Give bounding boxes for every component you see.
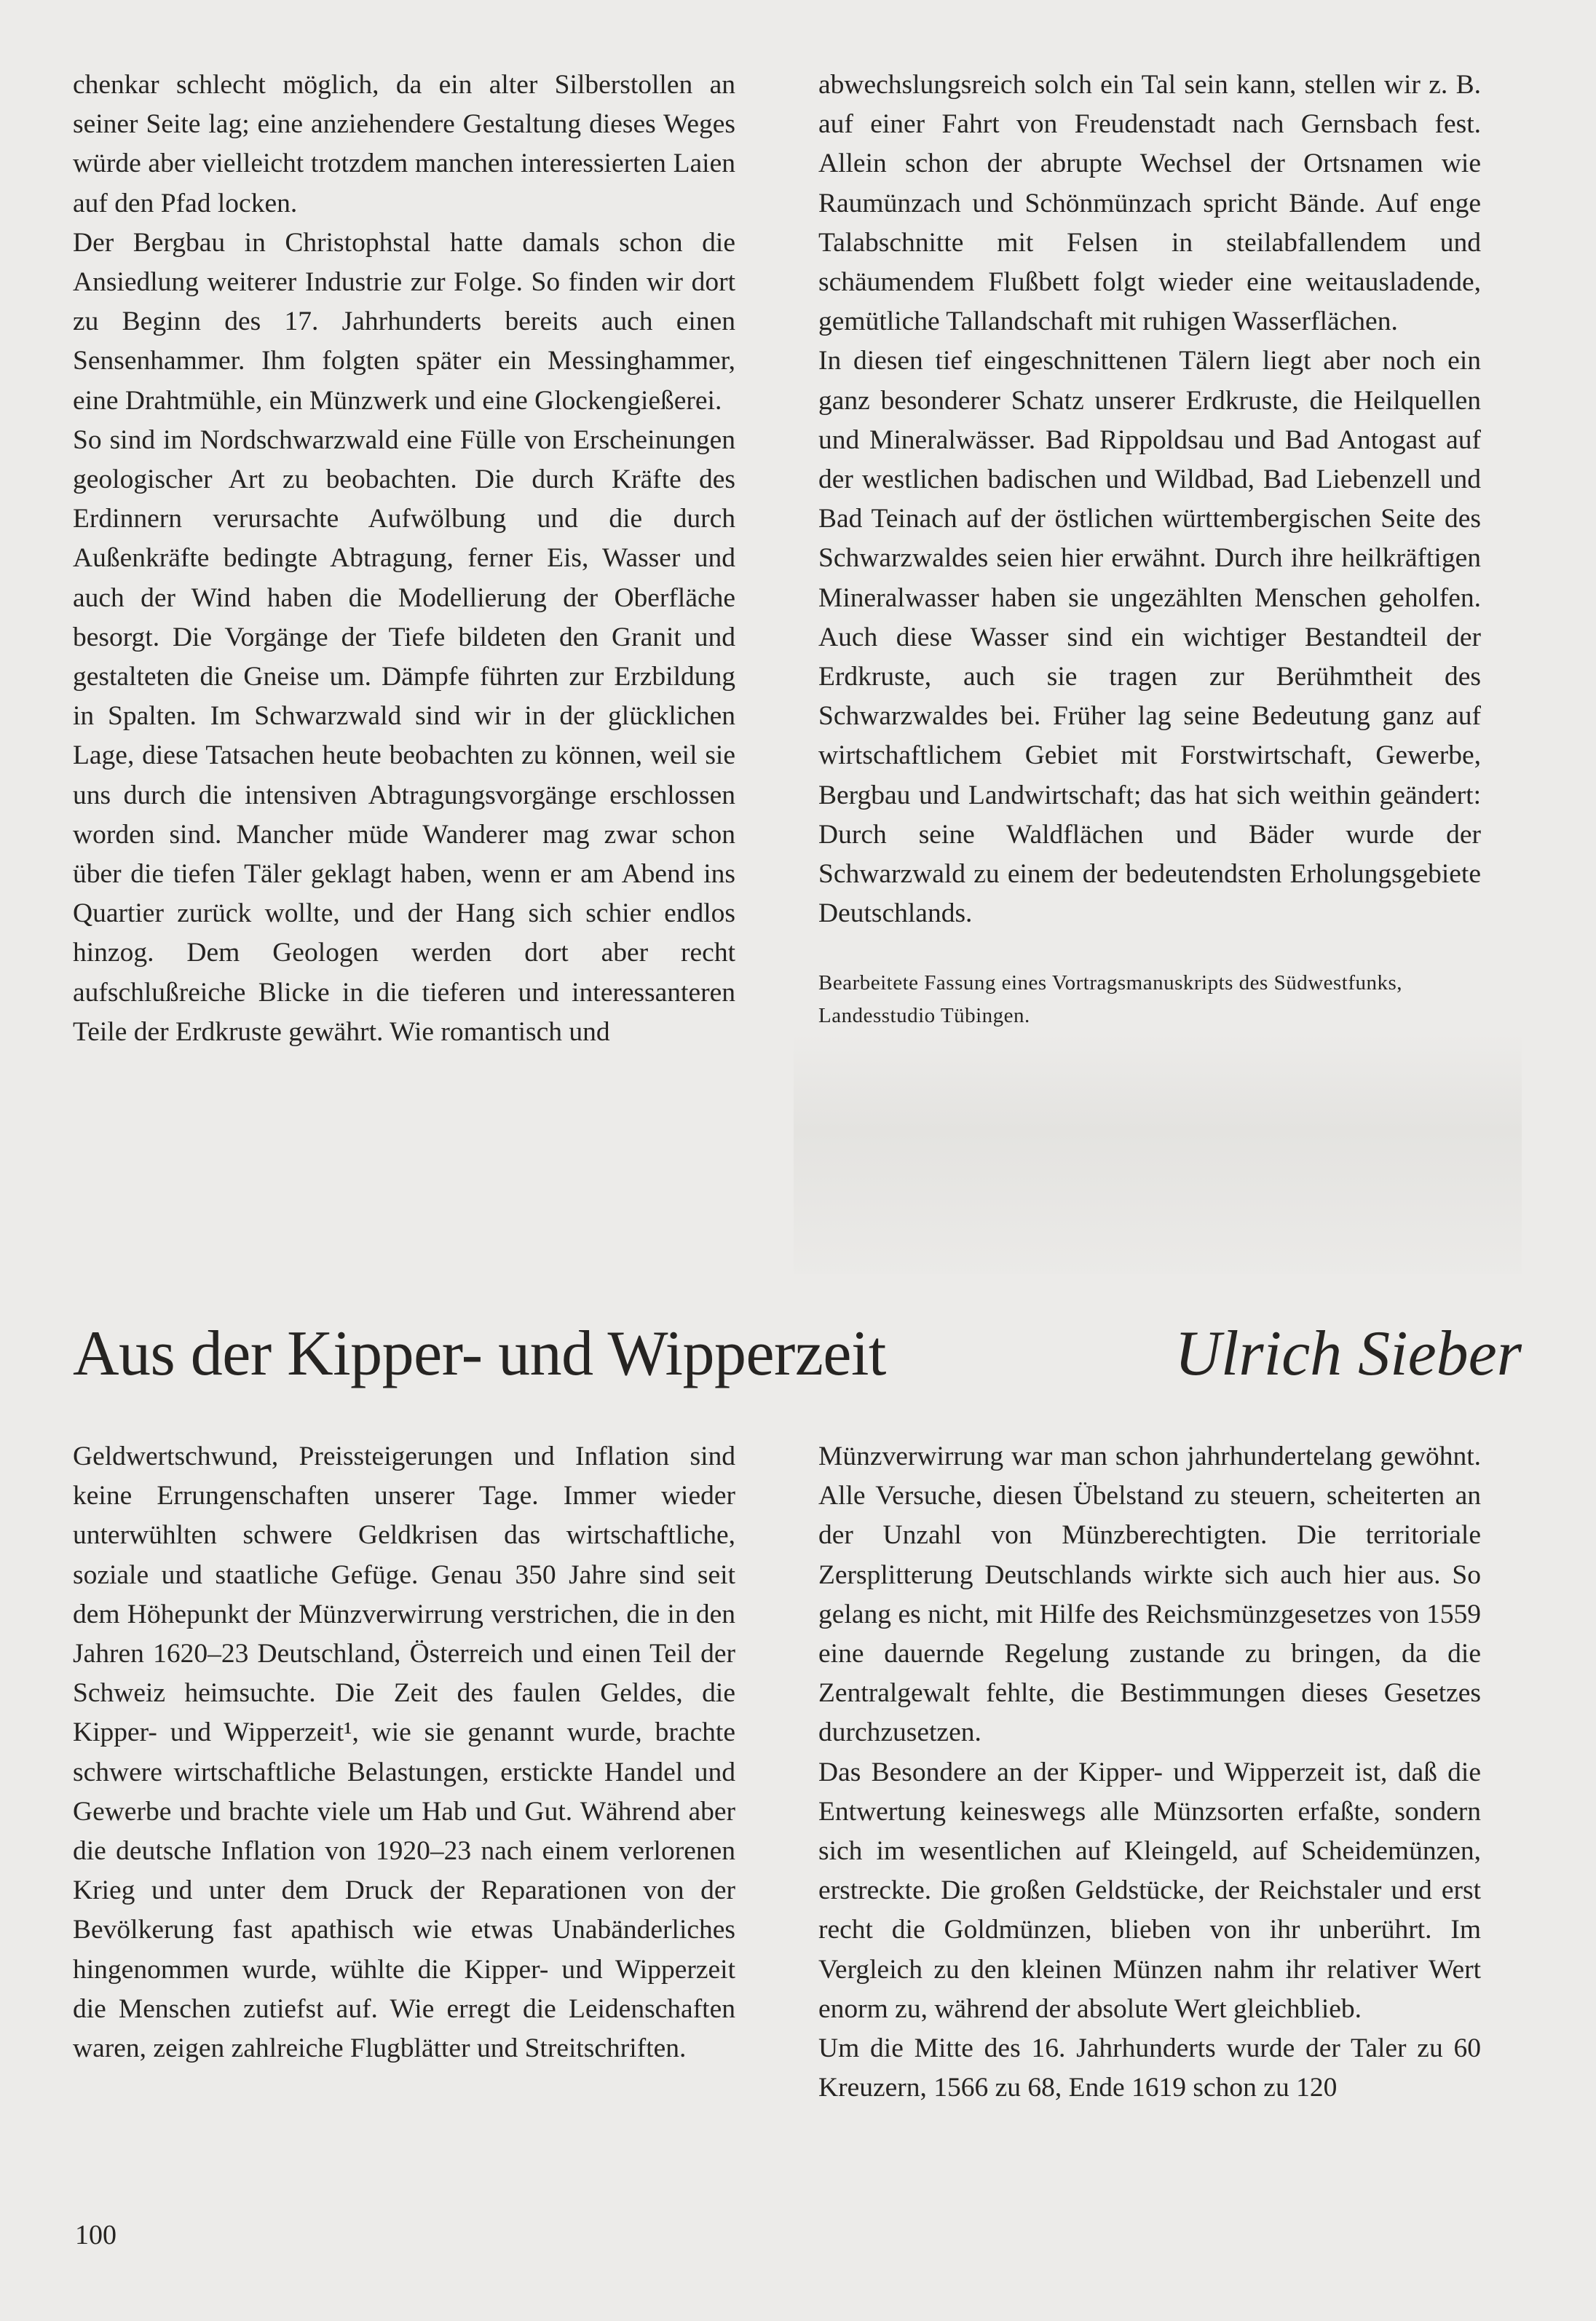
article-right-column — [818, 1437, 1481, 2108]
paragraph: Geldwertschwund, Preissteigerungen und Inflation sind keine Errungenschaften unserer Tage. Immer wieder unterwühlten schwere Geldkrisen das wirtschaftliche, soziale und staatliche Gefüge. Genau 350 Jahre sind seit dem Höhepunkt der Münzverwirrung verstrichen, die in den Jahren 1620–23 Deutschland, Österreich und einen Teil der Schweiz heimsuchte. Die Zeit des faulen Geldes, die Kipper- und Wipperzeit¹, wie sie genannt wurde, brachte schwere wirtschaftliche Belastungen, erstickte Handel und Gewerbe und brachte viele um Hab und Gut. Während aber die deutsche Inflation von 1920–23 nach einem verlorenen Krieg und unter dem Druck der Reparationen von der Bevölkerung fast apathisch wie etwas Unabänderliches hingenommen wurde, wühlte die Kipper- und Wipperzeit die Menschen zutiefst auf. Wie erregt die Leidenschaften waren, zeigen zahlreiche Flugblätter und Streitschriften. — [73, 1442, 735, 2064]
paragraph: So sind im Nordschwarzwald eine Fülle von Erscheinungen geologischer Art zu beobachten. Die durch Kräfte des Erdinnern verursachte Aufwölbung und die durch Außenkräfte bedingte Abtragung, ferner Eis, Wasser und auch der Wind haben die Modellierung der Oberfläche besorgt. Die Vorgänge der Tiefe bildeten den Granit und gestalteten die Gneise um. Dämpfe führten zur Erzbildung in Spalten. Im Schwarzwald sind wir in der glücklichen Lage, diese Tatsachen heute beobachten zu können, weil sie uns durch die intensiven Abtragungsvorgänge erschlossen worden sind. Mancher müde Wanderer mag zwar schon über die tiefen Täler geklagt haben, wenn er am Abend ins Quartier zurück wollte, und der Hang sich schier endlos hinzog. Dem Geologen werden dort aber recht aufschlußreiche Blicke in die tieferen und interessanteren Teile der Erdkruste gewährt. Wie romantisch und — [73, 424, 735, 1047]
article-heading — [73, 1310, 1522, 1398]
source-note: Bearbeitete Fassung eines Vortragsmanuskripts des Südwestfunks, Landesstudio Tübingen. — [818, 971, 1403, 1028]
paragraph: In diesen tief eingeschnittenen Tälern liegt aber noch ein ganz besonderer Schatz unserer Erdkruste, die Heilquellen und Mineralwässer. Bad Rippoldsau und Bad Antogast auf der westlichen badischen und Wildbad, Bad Liebenzell und Bad Teinach auf der östlichen württembergischen Seite des Schwarzwaldes seien hier erwähnt. Durch ihre heilkräftigen Mineralwasser haben sie ungezählten Menschen geholfen. Auch diese Wasser sind ein wichtiger Bestandteil der Erdkruste, auch sie tragen zur Berühmtheit des Schwarzwaldes bei. Früher lag seine Bedeutung ganz auf wirtschaftlichem Gebiet mit Forstwirtschaft, Gewerbe, Bergbau und Landwirtschaft; das hat sich weithin geändert: Durch seine Waldflächen und Bäder wurde der Schwarzwald zu einem der bedeutendsten Erholungsgebiete Deutschlands. — [818, 346, 1481, 929]
page-number: 100 — [75, 2220, 116, 2250]
article-author: Ulrich Sieber — [1174, 1318, 1522, 1389]
paragraph: Um die Mitte des 16. Jahrhunderts wurde der Taler zu 60 Kreuzern, 1566 zu 68, Ende 1619 schon zu 120 — [818, 2033, 1481, 2103]
paragraph: abwechslungsreich solch ein Tal sein kann, stellen wir z. B. auf einer Fahrt von Freudenstadt nach Gernsbach fest. Allein schon der abrupte Wechsel der Ortsnamen wie Raumünzach und Schönmünzach spricht Bände. Auf enge Talabschnitte mit Felsen in steilabfallendem und schäumendem Flußbett folgt wieder eine weitausladende, gemütliche Tallandschaft mit ruhigen Wasserflächen. — [818, 70, 1481, 337]
article-title: Aus der Kipper- und Wipperzeit — [73, 1318, 886, 1389]
scan-shading — [794, 1034, 1522, 1274]
previous-article-right-column — [818, 66, 1481, 1032]
paragraph: chenkar schlecht möglich, da ein alter Silberstollen an seiner Seite lag; eine anziehendere Gestaltung dieses Weges würde aber vielleicht trotzdem manchen interessierten Laien auf den Pfad locken. — [73, 70, 735, 218]
previous-article-left-column — [73, 66, 735, 1052]
paragraph: Das Besondere an der Kipper- und Wipperzeit ist, daß die Entwertung keineswegs alle Münzsorten erfaßte, sondern sich im wesentlichen auf Kleingeld, auf Scheidemünzen, erstreckte. Die großen Geldstücke, der Reichstaler und erst recht die Goldmünzen, blieben von ihr unberührt. Im Vergleich zu den kleinen Münzen nahm ihr relativer Wert enorm zu, während der absolute Wert gleichblieb. — [818, 1757, 1481, 2024]
article-left-column — [73, 1437, 735, 2068]
paragraph: Der Bergbau in Christophstal hatte damals schon die Ansiedlung weiterer Industrie zur Folge. So finden wir dort zu Beginn des 17. Jahrhunderts bereits auch einen Sensenhammer. Ihm folgten später ein Messinghammer, eine Drahtmühle, ein Münzwerk und eine Glockengießerei. — [73, 227, 735, 416]
paragraph: Münzverwirrung war man schon jahrhundertelang gewöhnt. Alle Versuche, diesen Übelstand zu steuern, scheiterten an der Unzahl von Münzberechtigten. Die territoriale Zersplitterung Deutschlands wirkte sich auch hier aus. So gelang es nicht, mit Hilfe des Reichsmünzgesetzes von 1559 eine dauernde Regelung zustande zu bringen, da die Zentralgewalt fehlte, die Bestimmungen dieses Gesetzes durchzusetzen. — [818, 1442, 1481, 1748]
